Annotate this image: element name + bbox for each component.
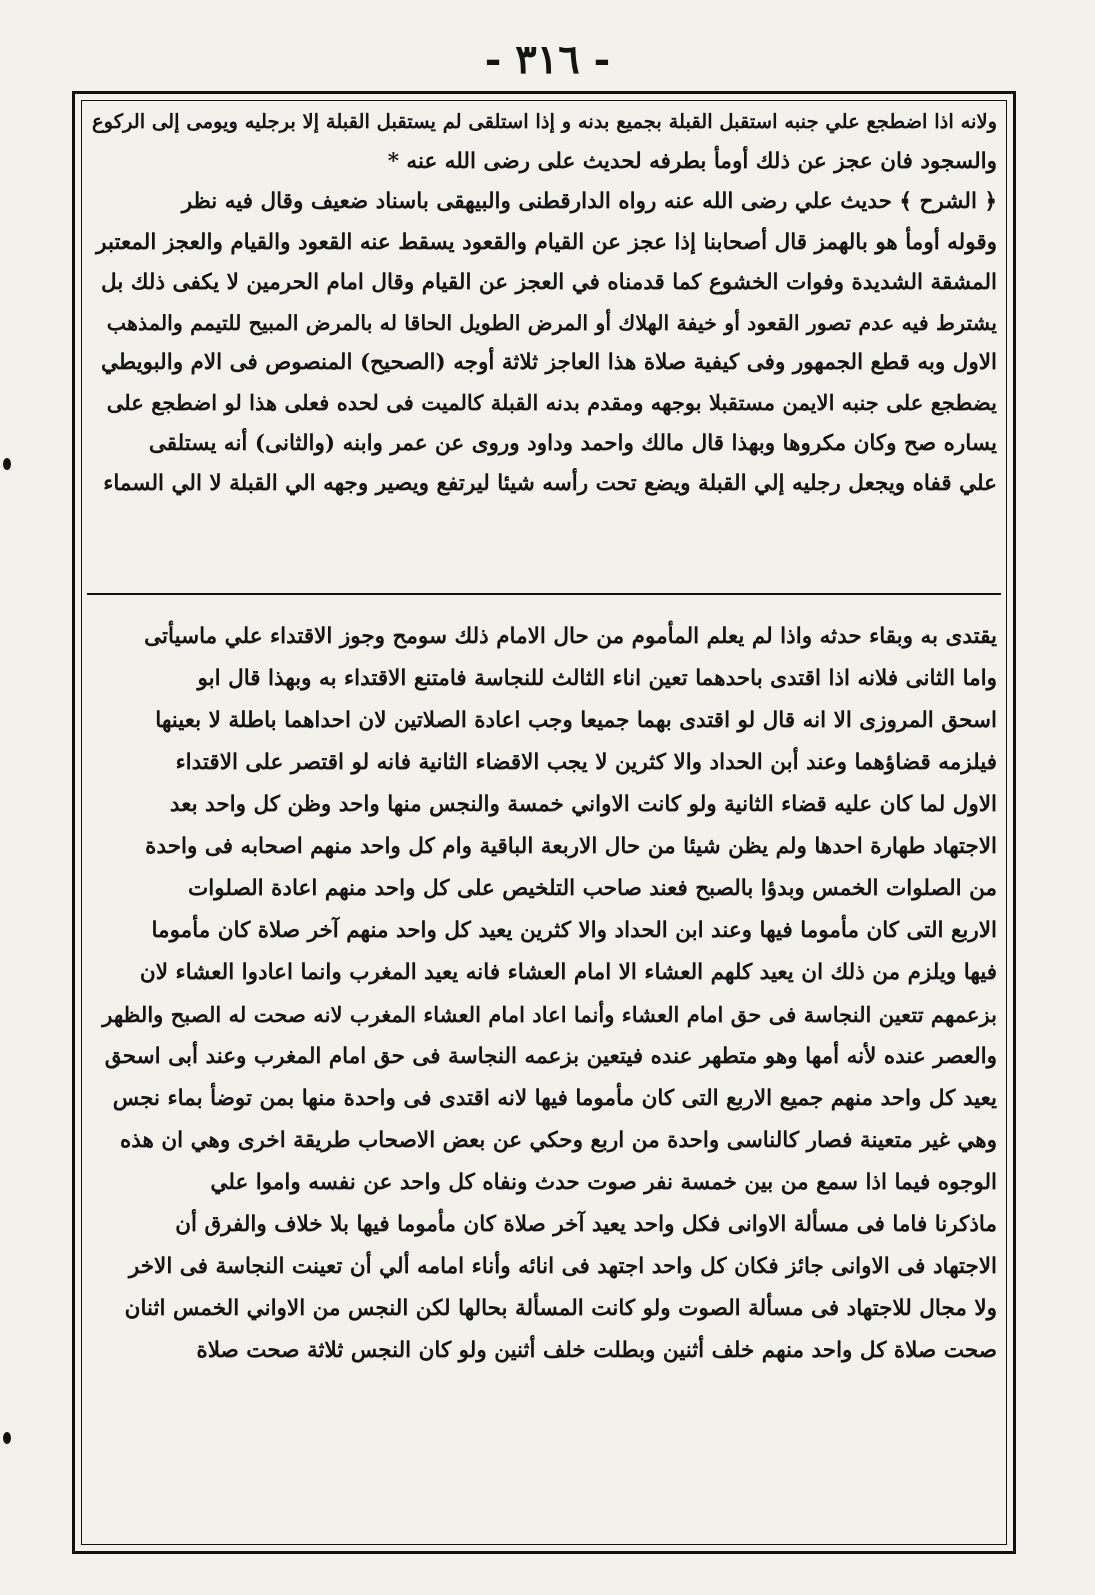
footnote-commentary-section [91,616,997,1541]
text-line: الاول وبه قطع الجمهور وفى كيفية صلاة هذا العاجز ثلاثة أوجه (الصحيح) المنصوص فى الام والبويطي [101,350,997,376]
text-line: ولانه اذا اضطجع علي جنبه استقبل القبلة بجميع بدنه و إذا استلقى لم يستقبل القبلة إلا برجليه ويومى إلى الركوع [92,110,997,133]
text-line: يضطجع على جنبه الايمن مستقبلا بوجهه ومقدم بدنه القبلة كالميت فى لحده فعلى هذا لو اضطجع على [106,390,997,416]
text-line: والسجود فان عجز عن ذلك أومأ بطرفه لحديث على رضى الله عنه * [387,149,997,175]
section-divider [87,593,1001,595]
text-line: يعيد كل واحد منهم جميع الاربع التى كان مأموما فيها لانه اقتدى فى واحدة منها بمن توضأ بماء نجس [112,1086,997,1111]
text-line: من الصلوات الخمس وبدؤا بالصبح فعند صاحب التلخيص على كل واحد منهم اعادة الصلوات [188,876,997,901]
text-line: بزعمهم تتعين النجاسة فى حق امام العشاء وأنما اعاد امام العشاء المغرب لانه صحت له الصبح والظهر [102,1002,997,1027]
text-line: واما الثانى فلانه اذا اقتدى باحدهما تعين اناء الثالث للنجاسة فامتنع الاقتداء به وبهذا قال ابو [197,666,997,691]
text-line: صحت صلاة كل واحد منهم خلف أثنين وبطلت خلف أثنين ولو كان النجس ثلاثة صحت صلاة [196,1338,997,1363]
text-line: علي قفاه ويجعل رجليه إلي القبلة ويضع تحت رأسه شيئا ليرتفع ويصير وجهه الي القبلة لا الي السماء [103,470,997,496]
main-text-section [91,102,997,584]
text-line: فيها ويلزم من ذلك ان يعيد كلهم العشاء الا امام العشاء فانه يعيد المغرب وانما اعادوا العشاء لان [139,960,997,985]
text-line: المشقة الشديدة وفوات الخشوع كما قدمناه في العجز عن القيام وقال امام الحرمين لا يكفى ذلك بل [101,269,997,295]
text-line: الاول لما كان عليه قضاء الثانية ولو كانت الاواني خمسة والنجس منها واحد وظن كل واحد بعد [169,792,997,817]
text-line: ﴿ الشرح ﴾ حديث علي رضى الله عنه رواه الدارقطنى والبيهقى باسناد ضعيف وقال فيه نظر [181,189,997,215]
text-line: وهي غير متعينة فصار كالناسى واحدة من اربع وحكي عن بعض الاصحاب طريقة اخرى وهي ان هذه [119,1128,997,1153]
text-line: ماذكرنا فاما فى مسألة الاوانى فكل واحد يعيد آخر صلاة كان مأموما فيها بلا خلاف والفرق أن [175,1212,997,1237]
text-line: والعصر عنده لأنه أمها وهو متطهر عنده فيتعين بزعمه النجاسة فى حق امام المغرب وعند أبى اسحق [104,1044,997,1069]
text-line: يساره صح وكان مكروها وبهذا قال مالك واحمد وداود وروى عن عمر وابنه (والثانى) أنه يستلقى [148,430,997,456]
text-line: وقوله أومأ هو بالهمز قال أصحابنا إذا عجز عن القيام والقعود يسقط عنه القعود والقيام والعجز المعتبر [96,229,997,255]
page-frame [72,91,1016,1554]
text-line: ولا مجال للاجتهاد فى مسألة الصوت ولو كانت المسألة بحالها لكن النجس من الاواني الخمس اثنان [124,1296,997,1321]
text-line: يقتدى به وبقاء حدثه واذا لم يعلم المأموم من حال الامام ذلك سومح وجوز الاقتداء علي ماسيأتى [144,624,997,649]
text-line: الاجتهاد فى الاوانى جائز فكان كل واحد اجتهد فى انائه وأناء امامه ألي أن تعينت النجاسة فى الاخر [128,1254,997,1279]
text-line: يشترط فيه عدم تصور القعود أو خيفة الهلاك أو المرض الطويل الحاقا له بالمرض المبيح للتيمم والمذهب [106,310,997,335]
text-line: الوجوه فيما اذا سمع من بين خمسة نفر صوت حدث ونفاه كل واحد عن نفسه واموا علي [210,1170,997,1195]
margin-mark [3,1432,11,1444]
text-line: فيلزمه قضاؤهما وعند أبن الحداد والا كثرين لا يجب الاقضاء الثانية فانه لو اقتصر على الاقتداء [175,750,997,775]
margin-mark [3,458,11,470]
text-line: اسحق المروزى الا انه قال لو اقتدى بهما جميعا وجب اعادة الصلاتين لان احداهما باطلة لا بعينها [155,708,997,733]
text-line: الاجتهاد طهارة احدها ولم يظن شيئا من حال الاربعة الباقية وام كل واحد منهم اصحابه فى واحدة [145,834,997,859]
text-line: الاربع التى كان مأموما فيها وعند ابن الحداد والا كثرين يعيد كل واحد منهم آخر صلاة كان مأموما [151,918,997,943]
page-number: - ٣١٦ - [484,36,611,83]
